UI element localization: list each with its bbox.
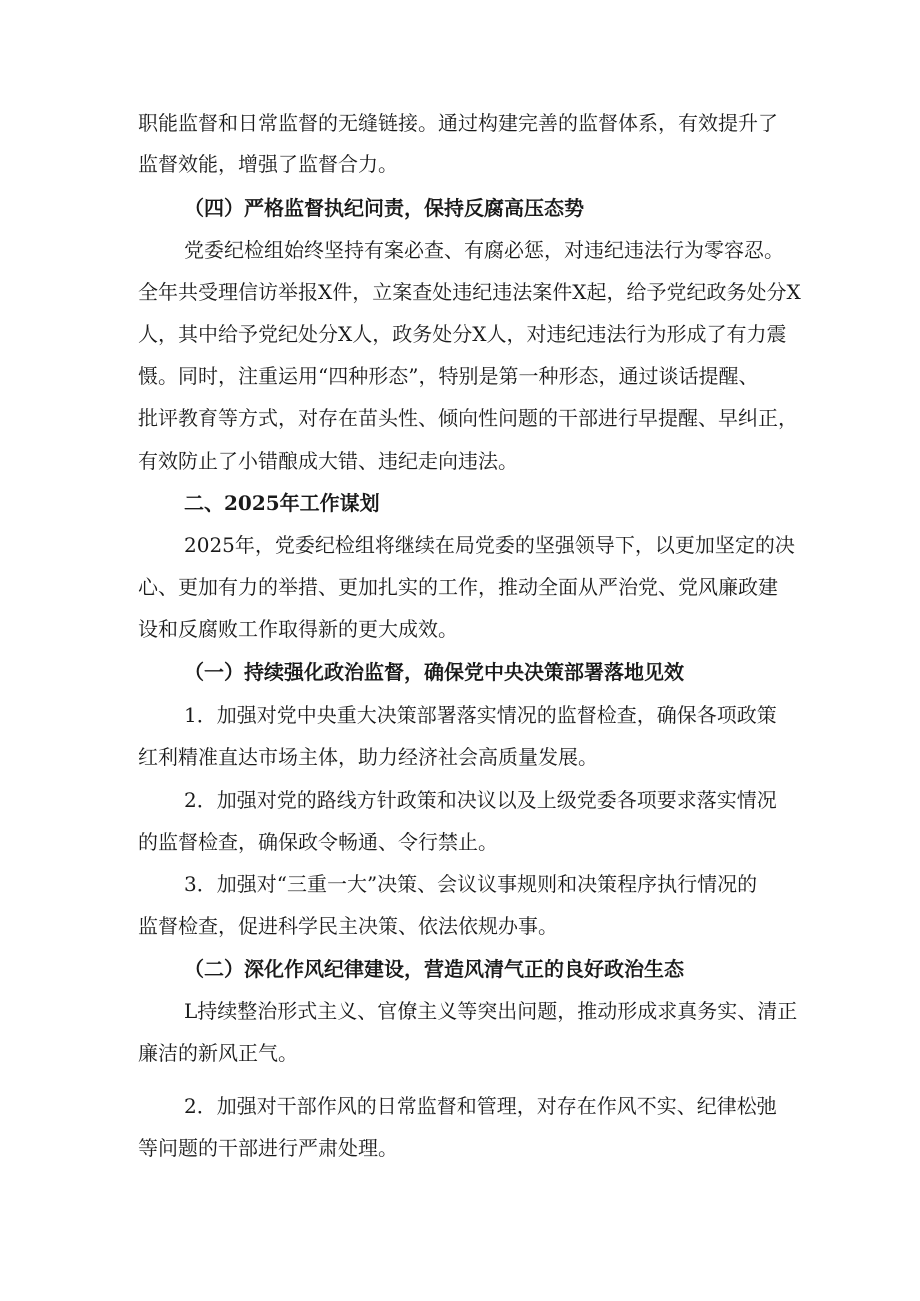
body-line: 的监督检查，确保政令畅通、令行禁止。	[138, 830, 498, 854]
body-line: 心、更加有力的举措、更加扎实的工作，推动全面从严治党、党风廉政建	[138, 575, 778, 599]
body-line: 有效防止了小错酿成大错、违纪走向违法。	[138, 449, 518, 473]
section-heading: （四）严格监督执纪问责，保持反腐高压态势	[184, 196, 584, 220]
body-line: 2．加强对干部作风的日常监督和管理，对存在作风不实、纪律松弛	[184, 1094, 777, 1118]
body-line: 廉洁的新风正气。	[138, 1041, 298, 1065]
body-line: 批评教育等方式，对存在苗头性、倾向性问题的干部进行早提醒、早纠正，	[138, 406, 798, 430]
body-line: 3．加强对“三重一大”决策、会议议事规则和决策程序执行情况的	[184, 872, 758, 896]
body-line: 设和反腐败工作取得新的更大成效。	[138, 617, 458, 641]
body-line: 监督检查，促进科学民主决策、依法依规办事。	[138, 914, 558, 938]
body-line: 2．加强对党的路线方针政策和决议以及上级党委各项要求落实情况	[184, 788, 777, 812]
body-line: 党委纪检组始终坚持有案必查、有腐必惩，对违纪违法行为零容忍。	[184, 238, 784, 262]
body-line: 等问题的干部进行严肃处理。	[138, 1136, 398, 1160]
chapter-heading: 二、2025年工作谋划	[184, 491, 380, 515]
section-heading: （二）深化作风纪律建设，营造风清气正的良好政治生态	[184, 957, 684, 981]
body-line: 人，其中给予党纪处分X人，政务处分X人，对违纪违法行为形成了有力震	[138, 322, 787, 346]
body-line: 监督效能，增强了监督合力。	[138, 152, 398, 176]
body-line: L持续整治形式主义、官僚主义等突出问题，推动形成求真务实、清正	[184, 999, 798, 1023]
body-line: 全年共受理信访举报X件，立案查处违纪违法案件X起，给予党纪政务处分X	[138, 280, 801, 304]
section-heading: （一）持续强化政治监督，确保党中央决策部署落地见效	[184, 660, 684, 684]
body-line: 1．加强对党中央重大决策部署落实情况的监督检查，确保各项政策	[184, 703, 777, 727]
body-line: 职能监督和日常监督的无缝链接。通过构建完善的监督体系，有效提升了	[138, 111, 778, 135]
body-line: 红利精准直达市场主体，助力经济社会高质量发展。	[138, 745, 598, 769]
body-line: 慑。同时，注重运用“四种形态”，特别是第一种形态，通过谈话提醒、	[138, 364, 759, 388]
body-line: 2025年，党委纪检组将继续在局党委的坚强领导下，以更加坚定的决	[184, 533, 795, 557]
